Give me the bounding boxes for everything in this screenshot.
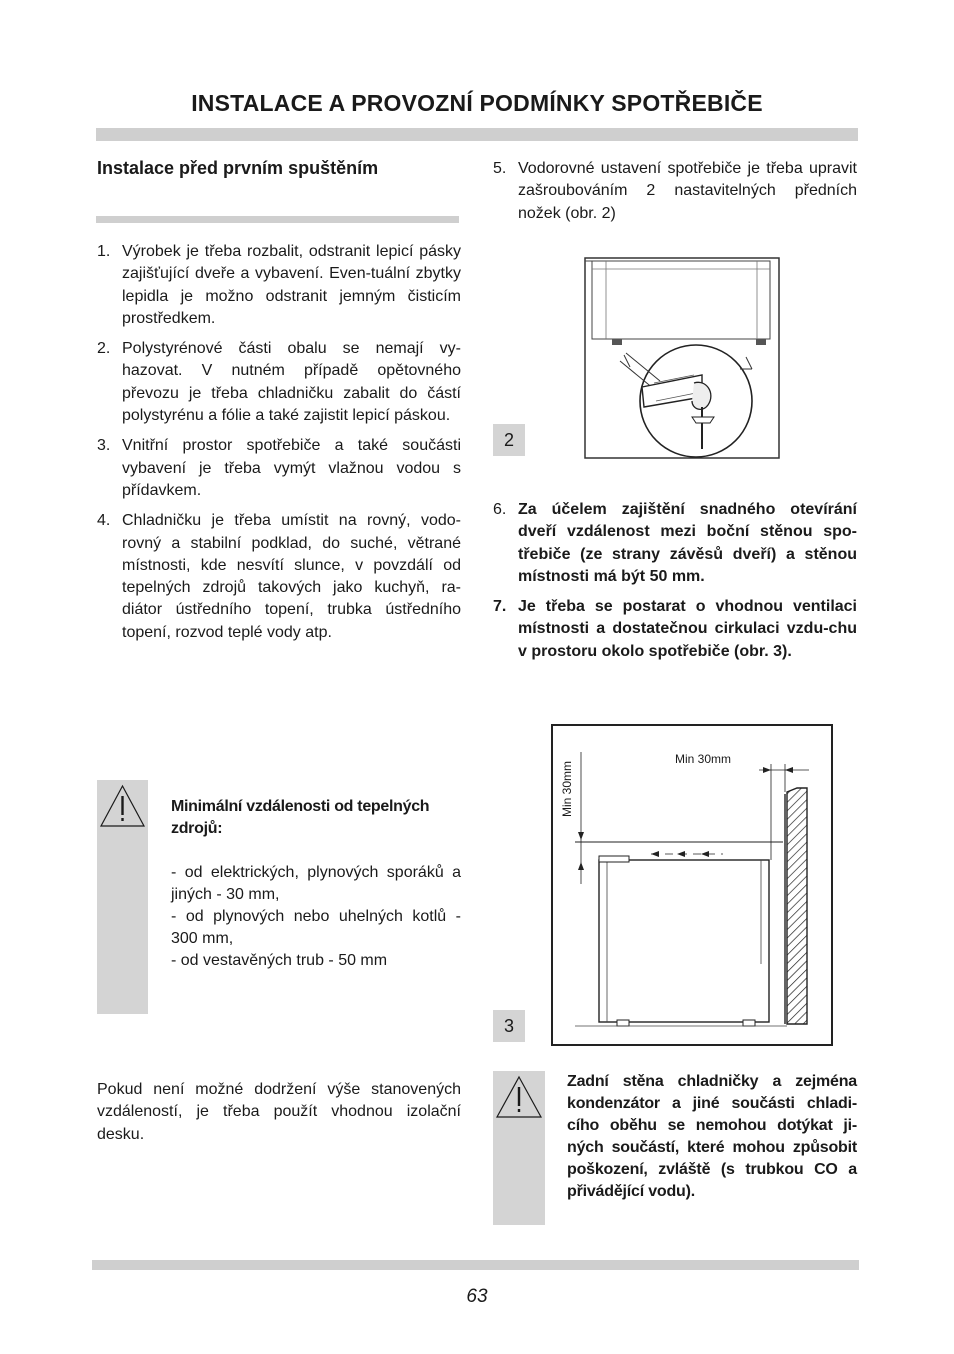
list-item (493, 499, 857, 588)
subtitle-divider (96, 216, 459, 223)
ventilation-diagram (551, 724, 833, 1046)
warning-sidebar-right (493, 1071, 545, 1225)
list-item-number: 5. (493, 160, 507, 177)
list-item (493, 596, 857, 663)
list-item-text: Chladničku je třeba umístit na rovný, vodo-rovný a stabilní podklad, do suché, větrané místnosti, kde nesvítí slunce, v povzdálí od tepelných zdrojů takových jako kuchyň, ra-diátor ústředního topení, trubka ústředního topení, rozvod teplé vody atp. (122, 512, 461, 641)
warning-triangle-icon (493, 1073, 545, 1123)
list-item-number: 2. (97, 340, 111, 358)
leveling-feet-figure (584, 257, 780, 459)
installation-steps-left (97, 241, 461, 652)
footer-divider (92, 1260, 859, 1270)
min-gap-top-label: Min 30mm (675, 752, 732, 766)
distance-line: - od elektrických, plynových sporáků a jiných - 30 mm, (171, 864, 461, 903)
distance-line: - od plynových nebo uhelných kotlů - 300 mm, (171, 908, 461, 947)
list-item (493, 158, 857, 225)
list-item-number: 1. (97, 243, 111, 260)
section-subtitle: Instalace před prvním spuštěním (97, 158, 379, 178)
warning-heading: Minimální vzdálenosti od tepelných zdrojů: (171, 798, 430, 837)
installation-steps-right-bold (493, 499, 857, 671)
list-item-text: Vodorovné ustavení spotřebiče je třeba upravit zašroubováním 2 nastavitelných předních nožek (obr. 2) (518, 160, 857, 222)
insulation-note: Pokud není možné dodržení výše stanovených vzdáleností, je třeba použít vhodnou izolační desku. (97, 1081, 461, 1143)
page-title: INSTALACE A PROVOZNÍ PODMÍNKY SPOTŘEBIČE (191, 90, 763, 116)
figure-3-label: 3 (493, 1010, 525, 1042)
list-item-number: 3. (97, 437, 111, 455)
list-item (97, 241, 461, 330)
installation-steps-right-top (493, 158, 857, 233)
warning-sidebar-left (97, 780, 148, 1014)
list-item-text: Vnitřní prostor spotřebiče a také součásti vybavení je třeba vymýt vlažnou vodou s přídavkem. (122, 437, 461, 499)
list-item (97, 338, 461, 427)
list-item (97, 510, 461, 644)
page-number: 63 (466, 1286, 488, 1307)
list-item-text: Polystyrénové části obalu se nemají vy-hazovat. V nutném případě opětovného převozu je třeba chladničku zabalit do částí polystyrénu a fólie a také zajistit lepicí páskou. (122, 340, 461, 425)
header-divider (96, 128, 858, 141)
figure-2-label: 2 (493, 424, 525, 456)
list-item (97, 435, 461, 502)
list-item-text: Výrobek je třeba rozbalit, odstranit lepicí pásky zajišťující dveře a vybavení. Even-tuální zbytky lepidla je možno odstranit jemným čisticím prostředkem. (122, 243, 461, 327)
list-item-text: Je třeba se postarat o vhodnou ventilaci místnosti a dostatečnou cirkulaci vzdu-chu v prostoru okolo spotřebiče (obr. 3). (518, 598, 857, 660)
list-item-number: 6. (493, 501, 507, 518)
warning-text-left (171, 796, 461, 972)
list-item-number: 4. (97, 512, 111, 530)
min-gap-side-label: Min 30mm (560, 761, 574, 818)
list-item-number: 7. (493, 598, 507, 616)
ventilation-figure (551, 724, 833, 1046)
warning-triangle-icon (97, 782, 148, 832)
distance-line: - od vestavěných trub - 50 mm (171, 952, 388, 969)
list-item-text: Za účelem zajištění snadného otevírání dveří vzdálenost mezi boční stěnou spo-třebiče (ze strany závěsů dveří) a stěnou místnosti má být 50 mm. (518, 501, 857, 585)
warning-text-right: Zadní stěna chladničky a zejména kondenzátor a jiné součásti chladi-cího oběhu se nemohou dotýkat ji-ných součástí, které mohou způsobit poškození, zvláště (s trubkou CO a přivádějící vodu). (567, 1073, 857, 1200)
